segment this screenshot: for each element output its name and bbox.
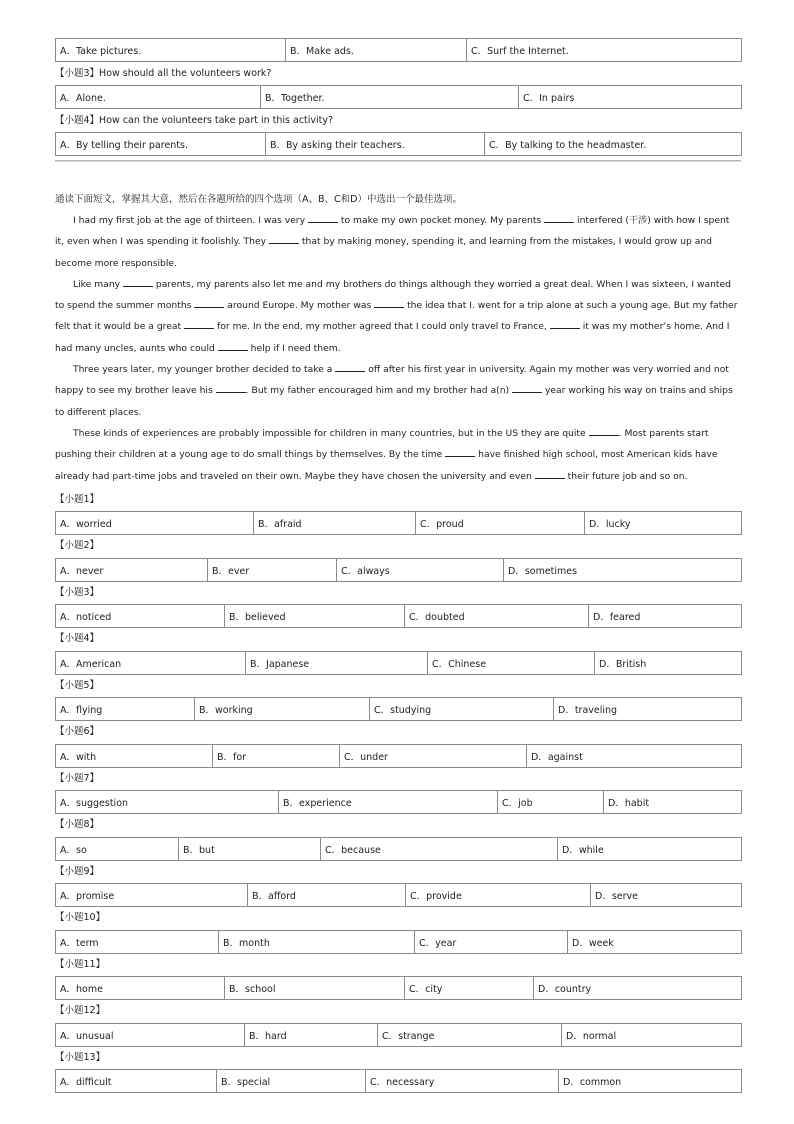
option-a[interactable]: A．American bbox=[56, 651, 246, 674]
option-c[interactable]: C．strange bbox=[378, 1023, 562, 1046]
option-a[interactable]: A．suggestion bbox=[56, 791, 279, 814]
option-b[interactable]: B．believed bbox=[225, 605, 405, 628]
option-d[interactable]: D．feared bbox=[589, 605, 742, 628]
answer-blank bbox=[445, 447, 475, 457]
section-divider bbox=[55, 160, 741, 162]
answer-blank bbox=[374, 298, 404, 308]
answer-blank bbox=[535, 469, 565, 479]
answer-blank bbox=[512, 383, 542, 393]
question-label: 【小题12】 bbox=[55, 1005, 106, 1017]
option-c: C．In pairs bbox=[519, 86, 742, 109]
option-a[interactable]: A．never bbox=[56, 558, 208, 581]
option-d[interactable]: D．lucky bbox=[585, 512, 742, 535]
option-b[interactable]: B．special bbox=[217, 1070, 366, 1093]
option-b[interactable]: B．afford bbox=[248, 884, 406, 907]
option-c[interactable]: C．city bbox=[405, 977, 534, 1000]
options-table-q1 bbox=[55, 511, 742, 535]
question-label: 【小题1】 bbox=[55, 493, 100, 505]
instructions: 通读下面短文，掌握其大意，然后在各题所给的四个选项（A、B、C和D）中选出一个最佳选项。 bbox=[55, 194, 462, 205]
option-a[interactable]: A．flying bbox=[56, 698, 195, 721]
question-label: 【小题7】 bbox=[55, 772, 100, 784]
question-list bbox=[55, 489, 741, 1094]
option-b[interactable]: B．working bbox=[195, 698, 370, 721]
options-table-q8 bbox=[55, 837, 742, 861]
question-label: 【小题4】How can the volunteers take part in this activity? bbox=[55, 115, 334, 126]
option-d[interactable]: D．habit bbox=[604, 791, 742, 814]
question-label: 【小题11】 bbox=[55, 958, 106, 970]
answer-blank bbox=[216, 383, 246, 393]
question-label: 【小题3】How should all the volunteers work? bbox=[55, 68, 272, 79]
options-table-prev-q4 bbox=[55, 132, 742, 156]
option-b[interactable]: B．for bbox=[213, 744, 340, 767]
option-a: A．By telling their parents. bbox=[56, 133, 266, 156]
question-label: 【小题5】 bbox=[55, 679, 100, 691]
option-c[interactable]: C．year bbox=[415, 930, 568, 953]
option-c[interactable]: C．always bbox=[337, 558, 504, 581]
option-b[interactable]: B．afraid bbox=[254, 512, 416, 535]
answer-blank bbox=[194, 298, 224, 308]
option-a[interactable]: A．term bbox=[56, 930, 219, 953]
option-a[interactable]: A．promise bbox=[56, 884, 248, 907]
option-c: C．By talking to the headmaster. bbox=[485, 133, 742, 156]
answer-blank bbox=[269, 234, 299, 244]
option-b: B．By asking their teachers. bbox=[266, 133, 485, 156]
exam-page bbox=[55, 0, 741, 1093]
options-table-q3 bbox=[55, 604, 742, 628]
answer-blank bbox=[544, 213, 574, 223]
options-table-q7 bbox=[55, 790, 742, 814]
option-d[interactable]: D．while bbox=[558, 837, 742, 860]
option-d[interactable]: D．country bbox=[534, 977, 742, 1000]
question-label: 【小题8】 bbox=[55, 819, 100, 831]
reading-passage bbox=[55, 210, 741, 487]
option-c[interactable]: C．Chinese bbox=[428, 651, 595, 674]
option-c[interactable]: C．proud bbox=[416, 512, 585, 535]
option-d[interactable]: D．against bbox=[527, 744, 742, 767]
question-label: 【小题9】 bbox=[55, 865, 100, 877]
options-table-q12 bbox=[55, 1023, 742, 1047]
option-c: C．Surf the Internet. bbox=[467, 39, 742, 62]
answer-blank bbox=[550, 319, 580, 329]
question-label: 【小题4】 bbox=[55, 633, 100, 645]
option-b[interactable]: B．Japanese bbox=[246, 651, 428, 674]
option-b: B．Make ads. bbox=[286, 39, 467, 62]
options-table-q9 bbox=[55, 883, 742, 907]
answer-blank bbox=[184, 319, 214, 329]
option-a[interactable]: A．noticed bbox=[56, 605, 225, 628]
options-table-q10 bbox=[55, 930, 742, 954]
passage-paragraph: Three years later, my younger brother decided to take a off after his first year in university. Again my mother was very worried and not happy to see my brother leave his . But my father encouraged him and my brother had a(n) year working his way on trains and ships to different places. bbox=[55, 364, 733, 418]
option-a[interactable]: A．unusual bbox=[56, 1023, 245, 1046]
passage-paragraph: I had my first job at the age of thirteen. I was very to make my own pocket money. My parents interfered (干涉) with how I spent it, even when I was spending it foolishly. They that by making money, spending it, and learning from the mistakes, I would grow up and become more responsible. bbox=[55, 215, 730, 269]
options-table-prev-q3 bbox=[55, 85, 742, 109]
option-d[interactable]: D．serve bbox=[591, 884, 742, 907]
option-b[interactable]: B．hard bbox=[245, 1023, 378, 1046]
question-label: 【小题2】 bbox=[55, 540, 100, 552]
question-label: 【小题13】 bbox=[55, 1051, 106, 1063]
question-label: 【小题10】 bbox=[55, 912, 106, 924]
option-d[interactable]: D．common bbox=[559, 1070, 742, 1093]
option-a[interactable]: A．so bbox=[56, 837, 179, 860]
option-c[interactable]: C．doubted bbox=[405, 605, 589, 628]
option-d[interactable]: D．week bbox=[568, 930, 742, 953]
option-a: A．Take pictures. bbox=[56, 39, 286, 62]
option-c[interactable]: C．provide bbox=[406, 884, 591, 907]
option-c[interactable]: C．because bbox=[321, 837, 558, 860]
option-a[interactable]: A．difficult bbox=[56, 1070, 217, 1093]
option-a[interactable]: A．worried bbox=[56, 512, 254, 535]
option-a[interactable]: A．home bbox=[56, 977, 225, 1000]
option-a[interactable]: A．with bbox=[56, 744, 213, 767]
option-b[interactable]: B．school bbox=[225, 977, 405, 1000]
options-table-q6 bbox=[55, 744, 742, 768]
passage-paragraph: Like many parents, my parents also let me and my brothers do things although they worried a great deal. When I was sixteen, I wanted to spend the summer months around Europe. My mother was the idea that I. went for a trip alone at such a young age. But my father felt that it would be a great for me. In the end, my mother agreed that I could only travel to France, it was my mother’s home. And I had many uncles, aunts who could help if I need them. bbox=[55, 278, 738, 354]
options-table-q2 bbox=[55, 558, 742, 582]
answer-blank bbox=[589, 426, 619, 436]
option-d[interactable]: D．traveling bbox=[554, 698, 742, 721]
option-c[interactable]: C．job bbox=[498, 791, 604, 814]
options-table-q5 bbox=[55, 697, 742, 721]
question-label: 【小题3】 bbox=[55, 586, 100, 598]
options-table-q11 bbox=[55, 976, 742, 1000]
option-b[interactable]: B．but bbox=[179, 837, 321, 860]
option-c[interactable]: C．necessary bbox=[366, 1070, 559, 1093]
option-d[interactable]: D．British bbox=[595, 651, 742, 674]
option-b[interactable]: B．experience bbox=[279, 791, 498, 814]
option-d[interactable]: D．sometimes bbox=[504, 558, 742, 581]
option-d[interactable]: D．normal bbox=[562, 1023, 742, 1046]
option-b: B．Together. bbox=[261, 86, 519, 109]
options-table-q13 bbox=[55, 1069, 742, 1093]
answer-blank bbox=[218, 341, 248, 351]
options-table-q4 bbox=[55, 651, 742, 675]
passage-paragraph: These kinds of experiences are probably impossible for children in many countries, but in the US they are quite . Most parents start pushing their children at a young age to do small things by themselves. By the time have finished high school, most American kids have already had part-time jobs and traveled on their own. Maybe they have chosen the university and even their future job and so on. bbox=[55, 427, 718, 482]
option-c[interactable]: C．studying bbox=[370, 698, 554, 721]
option-b[interactable]: B．ever bbox=[208, 558, 337, 581]
answer-blank bbox=[308, 213, 338, 223]
question-label: 【小题6】 bbox=[55, 726, 100, 738]
option-a: A．Alone. bbox=[56, 86, 261, 109]
answer-blank bbox=[335, 362, 365, 372]
options-table-prev-q2 bbox=[55, 38, 742, 62]
option-c[interactable]: C．under bbox=[340, 744, 527, 767]
option-b[interactable]: B．month bbox=[219, 930, 415, 953]
answer-blank bbox=[123, 277, 153, 287]
